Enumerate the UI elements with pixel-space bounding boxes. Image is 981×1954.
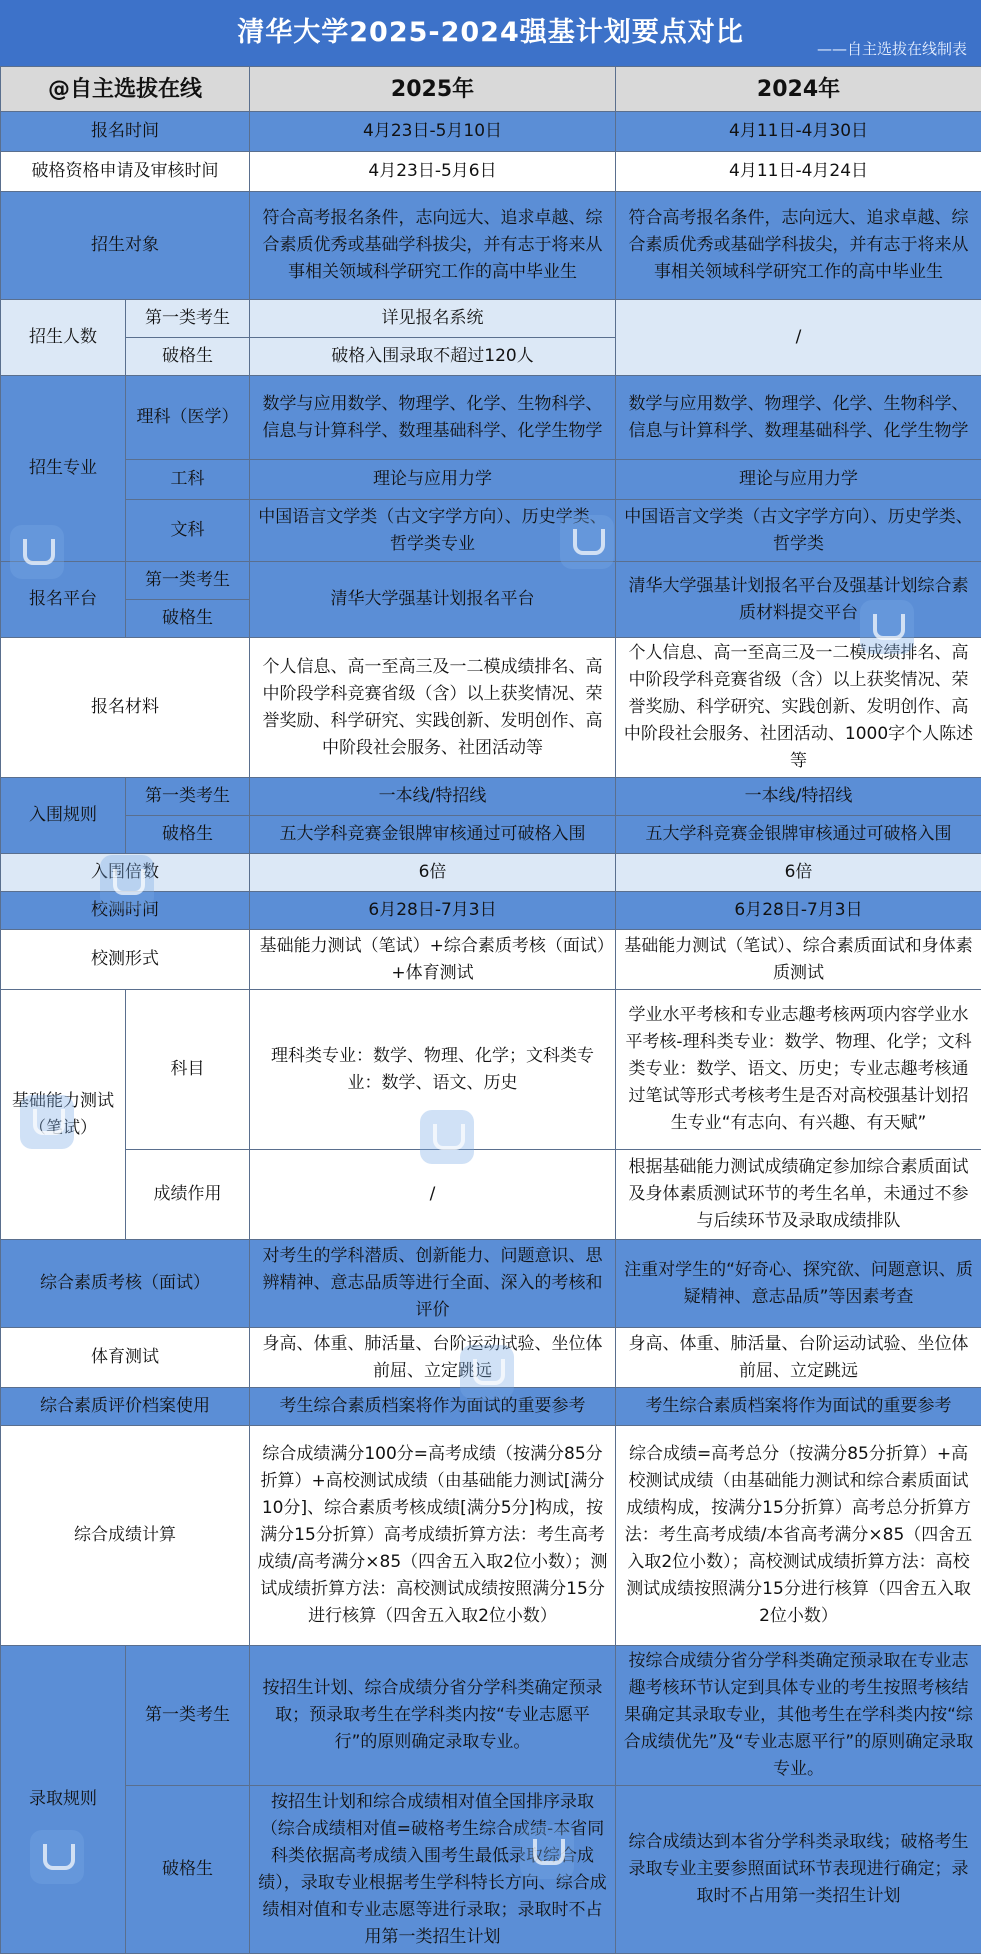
cell-2025: 理论与应用力学 bbox=[250, 460, 616, 500]
table-row bbox=[1, 192, 981, 300]
cell-2025: 综合成绩满分100分=高考成绩（按满分85分折算）+高校测试成绩（由基础能力测试[满分10分]、综合素质考核成绩[满分5分]构成，按满分15分折算）高考成绩折算方法：考生高考成绩/高考满分×85（四舍五入取2位小数）；测试成绩折算方法：高校测试成绩按照满分15分进行核算（四舍五入取2位小数） bbox=[250, 1426, 616, 1646]
table-row bbox=[1, 1426, 981, 1646]
page-title: 清华大学2025-2024强基计划要点对比 bbox=[0, 10, 981, 49]
sub-label: 第一类考生 bbox=[126, 562, 250, 600]
cell-2025: 中国语言文学类（古文字学方向）、历史学类、哲学类专业 bbox=[250, 500, 616, 562]
table-row bbox=[1, 930, 981, 990]
table-row bbox=[1, 816, 981, 854]
cell-2024: 综合成绩达到本省分学科类录取线；破格考生录取专业主要参照面试环节表现进行确定；录取时不占用第一类招生计划 bbox=[616, 1786, 981, 1954]
row-label: 校测时间 bbox=[1, 892, 250, 930]
cell-2025: 破格入围录取不超过120人 bbox=[250, 338, 616, 376]
sub-label: 第一类考生 bbox=[126, 300, 250, 338]
cell-2024: 注重对学生的“好奇心、探究欲、问题意识、质疑精神、意志品质”等因素考查 bbox=[616, 1240, 981, 1328]
sub-label: 破格生 bbox=[126, 600, 250, 638]
comparison-table bbox=[0, 66, 981, 1954]
table-row bbox=[1, 152, 981, 192]
cell-2025: 清华大学强基计划报名平台 bbox=[250, 562, 616, 638]
sub-label: 破格生 bbox=[126, 816, 250, 854]
cell-2025: 6月28日-7月3日 bbox=[250, 892, 616, 930]
sub-label: 科目 bbox=[126, 990, 250, 1150]
table-row bbox=[1, 778, 981, 816]
cell-2025: / bbox=[250, 1150, 616, 1240]
sub-label: 工科 bbox=[126, 460, 250, 500]
table-row bbox=[1, 300, 981, 338]
title-bar bbox=[0, 0, 981, 66]
sub-label: 破格生 bbox=[126, 1786, 250, 1954]
cell-2024: 一本线/特招线 bbox=[616, 778, 981, 816]
row-label: 基础能力测试（笔试） bbox=[1, 990, 126, 1240]
cell-2024: 理论与应用力学 bbox=[616, 460, 981, 500]
cell-2025: 身高、体重、肺活量、台阶运动试验、坐位体前屈、立定跳远 bbox=[250, 1328, 616, 1388]
credit-text: ——自主选拔在线制表 bbox=[817, 38, 967, 59]
sub-label: 成绩作用 bbox=[126, 1150, 250, 1240]
table-row bbox=[1, 460, 981, 500]
header-row bbox=[1, 67, 981, 112]
cell-2024: 五大学科竞赛金银牌审核通过可破格入围 bbox=[616, 816, 981, 854]
row-label: 体育测试 bbox=[1, 1328, 250, 1388]
row-label: 招生专业 bbox=[1, 376, 126, 562]
cell-2025: 对考生的学科潜质、创新能力、问题意识、思辨精神、意志品质等进行全面、深入的考核和评价 bbox=[250, 1240, 616, 1328]
row-label: 综合素质评价档案使用 bbox=[1, 1388, 250, 1426]
cell-2024: 中国语言文学类（古文字学方向）、历史学类、哲学类 bbox=[616, 500, 981, 562]
cell-2025: 数学与应用数学、物理学、化学、生物科学、信息与计算科学、数理基础科学、化学生物学 bbox=[250, 376, 616, 460]
sub-label: 理科（医学） bbox=[126, 376, 250, 460]
cell-2024: 6倍 bbox=[616, 854, 981, 892]
cell-2025: 按招生计划和综合成绩相对值全国排序录取（综合成绩相对值=破格考生综合成绩-本省同科类依据高考成绩入围考生最低录取综合成绩），录取专业根据考生学科特长方向、综合成绩相对值和专业志愿等进行录取；录取时不占用第一类招生计划 bbox=[250, 1786, 616, 1954]
row-label: 入围倍数 bbox=[1, 854, 250, 892]
cell-2024: / bbox=[616, 300, 981, 376]
cell-2024: 考生综合素质档案将作为面试的重要参考 bbox=[616, 1388, 981, 1426]
cell-2025: 4月23日-5月6日 bbox=[250, 152, 616, 192]
cell-2025: 6倍 bbox=[250, 854, 616, 892]
cell-2025: 五大学科竞赛金银牌审核通过可破格入围 bbox=[250, 816, 616, 854]
cell-2024: 基础能力测试（笔试）、综合素质面试和身体素质测试 bbox=[616, 930, 981, 990]
cell-2025: 基础能力测试（笔试）+综合素质考核（面试）+体育测试 bbox=[250, 930, 616, 990]
table-row bbox=[1, 990, 981, 1150]
row-label: 报名时间 bbox=[1, 112, 250, 152]
sub-label: 文科 bbox=[126, 500, 250, 562]
table-row bbox=[1, 1150, 981, 1240]
table-row bbox=[1, 638, 981, 778]
row-label: 校测形式 bbox=[1, 930, 250, 990]
cell-2025: 理科类专业：数学、物理、化学；文科类专业：数学、语文、历史 bbox=[250, 990, 616, 1150]
row-label: 破格资格申请及审核时间 bbox=[1, 152, 250, 192]
table-row bbox=[1, 376, 981, 460]
cell-2025: 一本线/特招线 bbox=[250, 778, 616, 816]
row-label: 入围规则 bbox=[1, 778, 126, 854]
brand-header: @自主选拔在线 bbox=[1, 67, 250, 112]
row-label: 招生对象 bbox=[1, 192, 250, 300]
row-label: 录取规则 bbox=[1, 1646, 126, 1954]
cell-2025: 4月23日-5月10日 bbox=[250, 112, 616, 152]
table-row bbox=[1, 562, 981, 600]
row-label: 综合素质考核（面试） bbox=[1, 1240, 250, 1328]
year-2025-header: 2025年 bbox=[250, 67, 616, 112]
cell-2025: 详见报名系统 bbox=[250, 300, 616, 338]
sub-label: 第一类考生 bbox=[126, 1646, 250, 1786]
cell-2024: 6月28日-7月3日 bbox=[616, 892, 981, 930]
cell-2024: 符合高考报名条件，志向远大、追求卓越、综合素质优秀或基础学科拔尖，并有志于将来从事相关领域科学研究工作的高中毕业生 bbox=[616, 192, 981, 300]
cell-2024: 学业水平考核和专业志趣考核两项内容学业水平考核-理科类专业：数学、物理、化学；文科类专业：数学、语文、历史；专业志趣考核通过笔试等形式考核考生是否对高校强基计划招生专业“有志向、有兴趣、有天赋” bbox=[616, 990, 981, 1150]
table-row bbox=[1, 892, 981, 930]
row-label: 报名平台 bbox=[1, 562, 126, 638]
table-row bbox=[1, 112, 981, 152]
cell-2024: 综合成绩=高考总分（按满分85分折算）+高校测试成绩（由基础能力测试和综合素质面试成绩构成，按满分15分折算）高考总分折算方法：考生高考成绩/本省高考满分×85（四舍五入取2位小数）；高校测试成绩折算方法：高校测试成绩按照满分15分进行核算（四舍五入取2位小数） bbox=[616, 1426, 981, 1646]
year-2024-header: 2024年 bbox=[616, 67, 981, 112]
table-row bbox=[1, 1646, 981, 1786]
cell-2024: 数学与应用数学、物理学、化学、生物科学、信息与计算科学、数理基础科学、化学生物学 bbox=[616, 376, 981, 460]
row-label: 报名材料 bbox=[1, 638, 250, 778]
table-row bbox=[1, 854, 981, 892]
cell-2025: 个人信息、高一至高三及一二模成绩排名、高中阶段学科竞赛省级（含）以上获奖情况、荣誉奖励、科学研究、实践创新、发明创作、高中阶段社会服务、社团活动等 bbox=[250, 638, 616, 778]
table-row bbox=[1, 1328, 981, 1388]
cell-2025: 考生综合素质档案将作为面试的重要参考 bbox=[250, 1388, 616, 1426]
table-row bbox=[1, 1388, 981, 1426]
cell-2024: 清华大学强基计划报名平台及强基计划综合素质材料提交平台 bbox=[616, 562, 981, 638]
cell-2024: 身高、体重、肺活量、台阶运动试验、坐位体前屈、立定跳远 bbox=[616, 1328, 981, 1388]
table-row bbox=[1, 1786, 981, 1954]
cell-2025: 按招生计划、综合成绩分省分学科类确定预录取；预录取考生在学科类内按“专业志愿平行”的原则确定录取专业。 bbox=[250, 1646, 616, 1786]
sub-label: 第一类考生 bbox=[126, 778, 250, 816]
table-row bbox=[1, 500, 981, 562]
table-row bbox=[1, 1240, 981, 1328]
cell-2024: 根据基础能力测试成绩确定参加综合素质面试及身体素质测试环节的考生名单，未通过不参与后续环节及录取成绩排队 bbox=[616, 1150, 981, 1240]
sub-label: 破格生 bbox=[126, 338, 250, 376]
row-label: 综合成绩计算 bbox=[1, 1426, 250, 1646]
cell-2024: 4月11日-4月30日 bbox=[616, 112, 981, 152]
cell-2024: 个人信息、高一至高三及一二模成绩排名、高中阶段学科竞赛省级（含）以上获奖情况、荣誉奖励、科学研究、实践创新、发明创作、高中阶段社会服务、社团活动、1000字个人陈述等 bbox=[616, 638, 981, 778]
cell-2024: 4月11日-4月24日 bbox=[616, 152, 981, 192]
cell-2025: 符合高考报名条件，志向远大、追求卓越、综合素质优秀或基础学科拔尖，并有志于将来从事相关领域科学研究工作的高中毕业生 bbox=[250, 192, 616, 300]
cell-2024: 按综合成绩分省分学科类确定预录取在专业志趣考核环节认定到具体专业的考生按照考核结果确定其录取专业，其他考生在学科类内按“综合成绩优先”及“专业志愿平行”的原则确定录取专业。 bbox=[616, 1646, 981, 1786]
row-label: 招生人数 bbox=[1, 300, 126, 376]
